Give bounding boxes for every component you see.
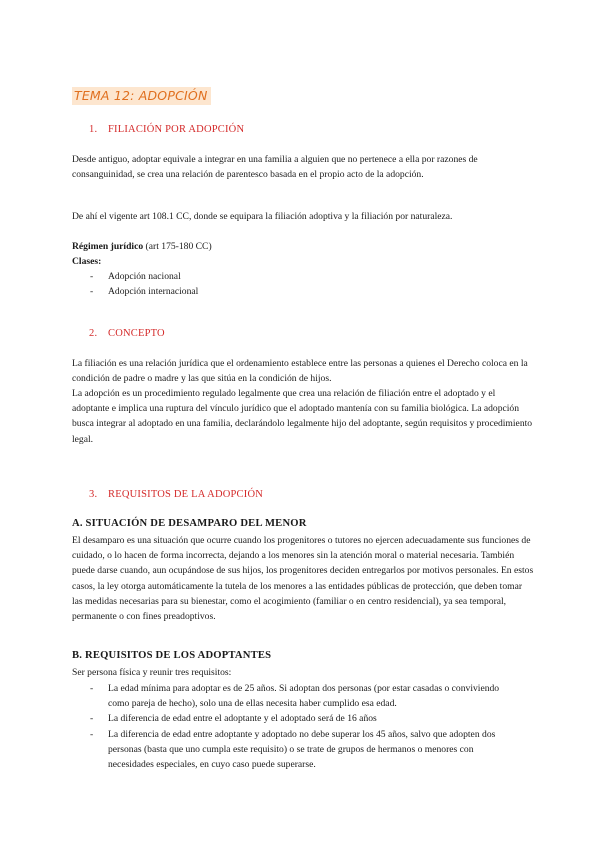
section-2-paragraph-2: La adopción es un procedimiento regulado legalmente que crea una relación de filiación entre el adoptado y el adoptante e implica una ruptura del vínculo jurídico que el adoptado mantenía con su familia biológica. La adopción busca integrar al adoptado en una familia, declarándolo legalmente hijo del adoptante, según requisitos y procedimiento legal.	[72, 388, 533, 445]
requisitos-list	[90, 681, 520, 772]
subsection-b-heading: B. REQUISITOS DE LOS ADOPTANTES	[72, 650, 272, 661]
subsection-a-heading: A. SITUACIÓN DE DESAMPARO DEL MENOR	[72, 518, 307, 529]
subsection-a-paragraph: El desamparo es una situación que ocurre cuando los progenitores o tutores no ejercen adecuadamente sus funciones de cuidado, o lo hacen de forma incorrecta, dejando a los menores sin la atención moral o material necesaria. También puede darse cuando, aun ocupándose de sus hijos, los progenitores deciden entregarlos por motivos personales. En estos casos, la ley otorga automáticamente la tutela de los menores a las entidades públicas de protección, que deben tomar las medidas necesarias para su bienestar, como el acogimiento (familiar o en centro residencial), ya sea temporal, permanente o con fines preadoptivos.	[72, 535, 534, 623]
clases-list	[90, 269, 520, 299]
list-item: - La edad mínima para adoptar es de 25 años. Si adoptan dos personas (por estar casadas o conviviendo como pareja de hecho), solo una de ellas necesita haber cumplido esa edad.	[90, 683, 500, 710]
list-item: - La diferencia de edad entre adoptante y adoptado no debe superar los 45 años, salvo que adopten dos personas (basta que uno cumpla este requisito) o se trate de grupos de hermanos o menores con necesidades especiales, en cuyo caso puede superarse.	[90, 728, 496, 771]
list-item: - Adopción internacional	[90, 286, 199, 298]
document-title: TEMA 12: ADOPCIÓN	[72, 87, 211, 105]
section-2-title: CONCEPTO	[108, 328, 165, 339]
section-1-paragraph-2: De ahí el vigente art 108.1 CC, donde se equipara la filiación adoptiva y la filiación por naturaleza.	[72, 211, 453, 222]
list-item: - La diferencia de edad entre el adoptante y el adoptado será de 16 años	[90, 713, 377, 725]
clases-label: Clases:	[72, 256, 102, 267]
section-2-heading	[89, 328, 165, 339]
section-1-number: 1.	[89, 124, 98, 135]
section-2-paragraph-1: La filiación es una relación jurídica que el ordenamiento establece entre las personas a quienes el Derecho coloca en la condición de padre o madre y las que sitúa en la condición de hijos.	[72, 358, 528, 385]
list-item: - Adopción nacional	[90, 271, 181, 282]
section-2-number: 2.	[89, 328, 98, 339]
regimen-juridico-line	[72, 239, 534, 254]
section-3-title: REQUISITOS DE LA ADOPCIÓN	[108, 489, 264, 500]
section-1-paragraph-1: Desde antiguo, adoptar equivale a integrar en una familia a alguien que no pertenece a ella por razones de consanguinidad, se crea una relación de parentesco basada en el propio acto de la adopción.	[72, 154, 478, 181]
section-3-heading	[89, 489, 263, 500]
regimen-ref: (art 175-180 CC)	[143, 241, 212, 252]
section-3-number: 3.	[89, 489, 98, 500]
section-1-title: FILIACIÓN POR ADOPCIÓN	[108, 124, 245, 135]
subsection-b-intro: Ser persona física y reunir tres requisitos:	[72, 667, 232, 678]
regimen-label: Régimen jurídico	[72, 241, 144, 252]
section-1-heading	[89, 124, 244, 135]
